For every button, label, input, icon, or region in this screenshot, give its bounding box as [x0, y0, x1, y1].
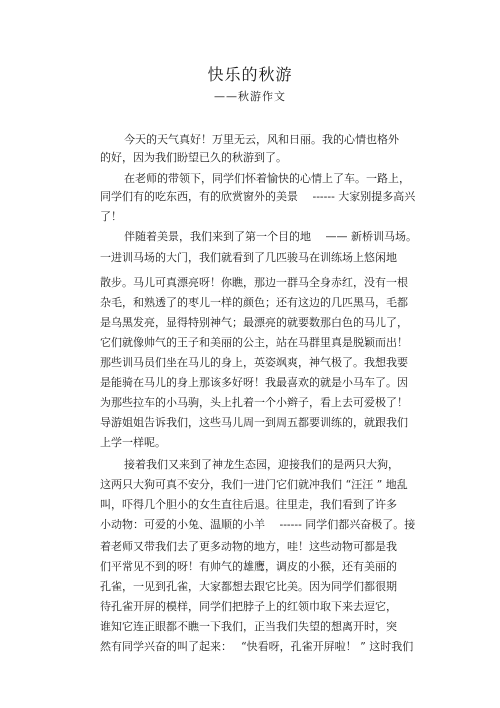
body-line: 谁知它连正眼都不瞧一下我们，正当我们失望的想离开时，突	[100, 620, 397, 633]
body-line: 那些训马员们坐在马儿的身上，英姿飒爽，神气极了。我想我要	[100, 356, 408, 369]
body-line: 一进训马场的大门，我们就看到了几匹骏马在训练场上悠闲地	[100, 251, 397, 264]
body-line: 的好，因为我们盼望已久的秋游到了。	[100, 151, 287, 164]
body-line: 它们就像帅气的王子和美丽的公主，站在马群里真是脱颖而出！	[100, 336, 408, 349]
body-line: 叫，吓得几个胆小的女生直往后退。往里走，我们看到了许多	[100, 498, 397, 511]
body-line: 了！	[100, 210, 122, 223]
document-subtitle: ——秋游作文	[214, 90, 286, 103]
body-line: 孔雀，一见到孔雀，大家都想去跟它比美。因为同学们都很期	[100, 580, 397, 593]
body-line: 散步。马儿可真漂亮呀！你瞧，那边一群马全身赤红，没有一根	[100, 276, 408, 289]
body-line: 是能骑在马儿的身上那该多好呀！我最喜欢的就是小马车了。因	[100, 376, 408, 389]
body-line: 是乌黑发亮，显得特别神气；最漂亮的就要数那白色的马儿了，	[100, 316, 408, 329]
body-line: 杂毛，和熟透了的枣儿一样的颜色；还有这边的几匹黑马，毛都	[100, 296, 408, 309]
body-line: 在老师的带领下，同学们怀着愉快的心情上了车。一路上，	[124, 172, 410, 185]
body-line: 上学一样呢。	[100, 436, 166, 449]
body-line: 待孔雀开屏的模样，同学们把脖子上的红领巾取下来去逗它，	[100, 600, 397, 613]
body-line: 为那些拉车的小马驹，头上扎着一个小辫子，看上去可爱极了！	[100, 396, 408, 409]
body-line: 接着我们又来到了神龙生态园，迎接我们的是两只大狗，	[124, 458, 399, 471]
body-line: 着老师又带我们去了更多动物的地方，哇！这些动物可都是我	[100, 540, 397, 553]
body-line: 导游姐姐告诉我们，这些马儿周一到周五都要训练的，就跟我们	[100, 416, 408, 429]
body-line: 这两只大狗可真不安分，我们一进门它们就冲我们 “汪汪 ” 地乱	[100, 478, 408, 491]
body-line: 小动物：可爱的小兔、温顺的小羊 ------ 同学们都兴奋极了。接	[100, 518, 416, 531]
body-line: 今天的天气真好！万里无云，风和日丽。我的心情也格外	[124, 133, 399, 146]
body-line: 然有同学兴奋的叫了起来： “快看呀，孔雀开屏啦！ ” 这时我们	[100, 640, 414, 653]
body-line: 们平常见不到的呀！有帅气的雄鹰，调皮的小猴，还有美丽的	[100, 560, 397, 573]
body-line: 伴随着美景，我们来到了第一个目的地 —— 新桥训马场。	[124, 230, 417, 243]
document-title: 快乐的秋游	[207, 65, 293, 84]
body-line: 同学们有的吃东西，有的欣赏窗外的美景 ------ 大家别提多高兴	[100, 190, 416, 203]
